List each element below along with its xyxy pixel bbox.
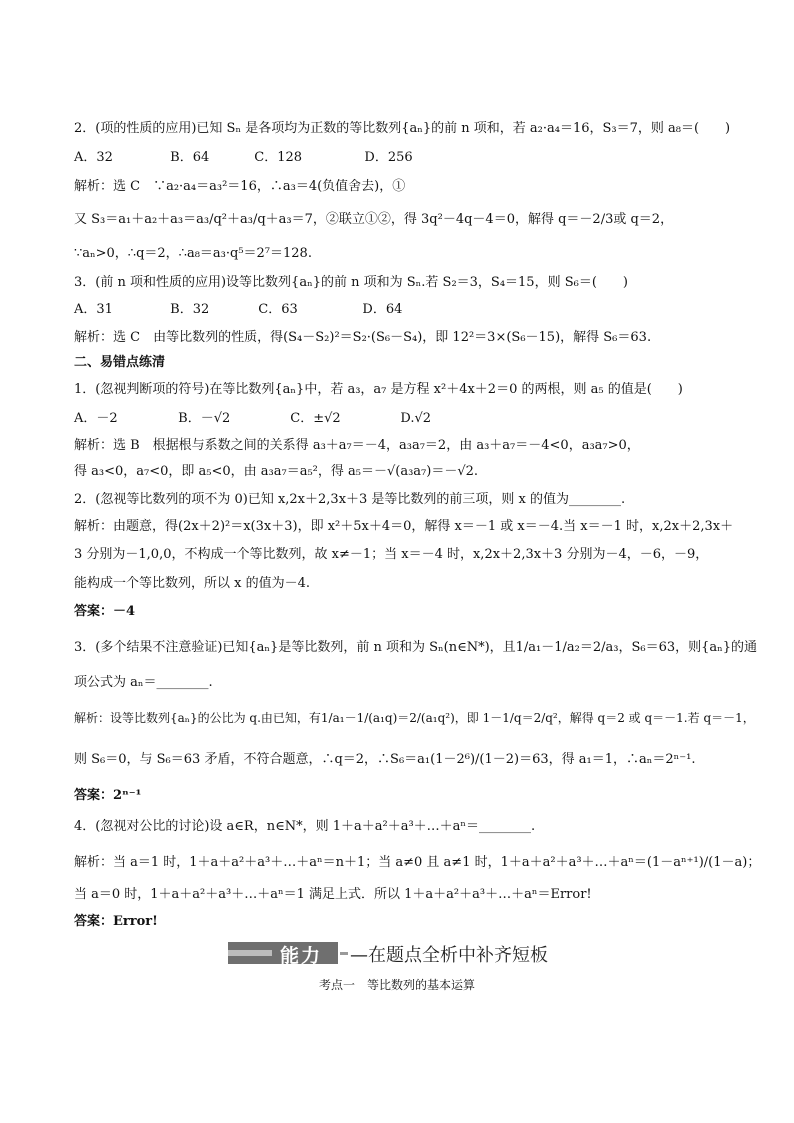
q3-option-b: B．32 (170, 302, 210, 317)
e3-solution-line1: 解析：设等比数列{aₙ}的公比为 q.由已知，有1/a₁－1/(a₁q)＝2/(a₁q²)，即 1－1/q＝2/q²，解得 q＝2 或 q＝－1.若 q＝－1， (74, 711, 755, 725)
q2-solution-line1: 解析：选 C ∵a₂·a₄＝a₃²＝16，∴a₃＝4(负值舍去)，① (74, 179, 406, 194)
section-title: 二、易错点练清 (74, 355, 166, 370)
e3-answer: 答案：2ⁿ⁻¹ (74, 788, 142, 803)
e3-stem-line2: 项公式为 aₙ＝________. (74, 675, 213, 690)
e4-solution-line2: 当 a＝0 时，1＋a＋a²＋a³＋…＋aⁿ＝1 满足上式．所以 1＋a＋a²＋a³＋…＋aⁿ＝Error! (74, 887, 592, 902)
q2-solution-line2: 又 S₃＝a₁＋a₂＋a₃＝a₃/q²＋a₃/q＋a₃＝7，②联立①②，得 3q²－4q－4＝0，解得 q＝－2/3或 q＝2， (74, 212, 674, 227)
q3-option-c: C．63 (258, 302, 298, 317)
banner-stripe (228, 950, 272, 956)
q3-options (74, 301, 402, 319)
e4-stem: 4．(忽视对公比的讨论)设 a∈R，n∈N*，则 1＋a＋a²＋a³＋…＋aⁿ＝________. (74, 819, 536, 834)
e1-option-c: C．±√2 (290, 411, 341, 426)
subsection-title: 考点一 等比数列的基本运算 (318, 978, 475, 992)
banner-dash (340, 952, 348, 955)
e2-solution-line2: 3 分别为－1,0,0，不构成一个等比数列，故 x≠－1；当 x＝－4 时，x,2x＋2,3x＋3 分别为－4，－6，－9， (74, 547, 709, 562)
e1-options (74, 410, 431, 428)
e1-option-d: D.√2 (400, 411, 432, 426)
e3-solution-line2: 则 S₆＝0，与 S₆＝63 矛盾，不符合题意，∴q＝2，∴S₆＝a₁(1－2⁶)/(1－2)＝63，得 a₁＝1，∴aₙ＝2ⁿ⁻¹. (74, 752, 696, 767)
e2-solution-line1: 解析：由题意，得(2x＋2)²＝x(3x＋3)，即 x²＋5x＋4＝0，解得 x＝－1 或 x＝－4.当 x＝－1 时，x,2x＋2,3x＋ (74, 519, 734, 534)
e1-option-a: A．－2 (74, 411, 118, 426)
e3-stem-line1: 3．(多个结果不注意验证)已知{aₙ}是等比数列，前 n 项和为 Sₙ(n∈N*)，且1/a₁－1/a₂＝2/a₃，S₆＝63，则{aₙ}的通 (74, 640, 758, 655)
e1-stem: 1．(忽视判断项的符号)在等比数列{aₙ}中，若 a₃，a₇ 是方程 x²＋4x＋2＝0 的两根，则 a₅ 的值是( ) (74, 382, 683, 397)
q2-option-a: A．32 (74, 150, 113, 165)
section-banner (228, 940, 568, 966)
q2-option-c: C．128 (254, 150, 303, 165)
q2-stem: 2．(项的性质的应用)已知 Sₙ 是各项均为正数的等比数列{aₙ}的前 n 项和，若 a₂·a₄＝16，S₃＝7，则 a₈＝( ) (74, 121, 731, 136)
e4-solution-line1: 解析：当 a＝1 时，1＋a＋a²＋a³＋…＋aⁿ＝n＋1；当 a≠0 且 a≠1 时，1＋a＋a²＋a³＋…＋aⁿ＝(1－aⁿ⁺¹)/(1－a)； (74, 855, 761, 870)
q2-option-d: D．256 (364, 150, 413, 165)
q3-solution: 解析：选 C 由等比数列的性质，得(S₄－S₂)²＝S₂·(S₆－S₄)，即 12²＝3×(S₆－15)，解得 S₆＝63. (74, 330, 652, 345)
e2-answer: 答案：－4 (74, 604, 136, 619)
q2-solution-line3: ∵aₙ>0，∴q＝2，∴a₈＝a₃·q⁵＝2⁷＝128. (74, 246, 312, 261)
e1-solution-line1: 解析：选 B 根据根与系数之间的关系得 a₃＋a₇＝－4，a₃a₇＝2，由 a₃＋a₇＝－4<0，a₃a₇>0， (74, 438, 640, 453)
q2-options (74, 149, 413, 167)
banner-caption: 能力 (280, 945, 323, 967)
e2-solution-line3: 能构成一个等比数列，所以 x 的值为－4. (74, 576, 310, 591)
e1-option-b: B．－√2 (178, 411, 231, 426)
q3-option-a: A．31 (74, 302, 113, 317)
e4-answer: 答案：Error! (74, 914, 158, 929)
q3-stem: 3．(前 n 项和性质的应用)设等比数列{aₙ}的前 n 项和为 Sₙ.若 S₂＝3，S₄＝15，则 S₆＝( ) (74, 275, 628, 290)
q3-option-d: D．64 (362, 302, 403, 317)
e2-stem: 2．(忽视等比数列的项不为 0)已知 x,2x＋2,3x＋3 是等比数列的前三项，则 x 的值为________. (74, 492, 626, 507)
q2-option-b: B．64 (170, 150, 210, 165)
e1-solution-line2: 得 a₃<0，a₇<0，即 a₅<0，由 a₃a₇＝a₅²，得 a₅＝－√(a₃a₇)＝－√2. (74, 464, 479, 479)
banner-text: —在题点全析中补齐短板 (350, 945, 548, 966)
